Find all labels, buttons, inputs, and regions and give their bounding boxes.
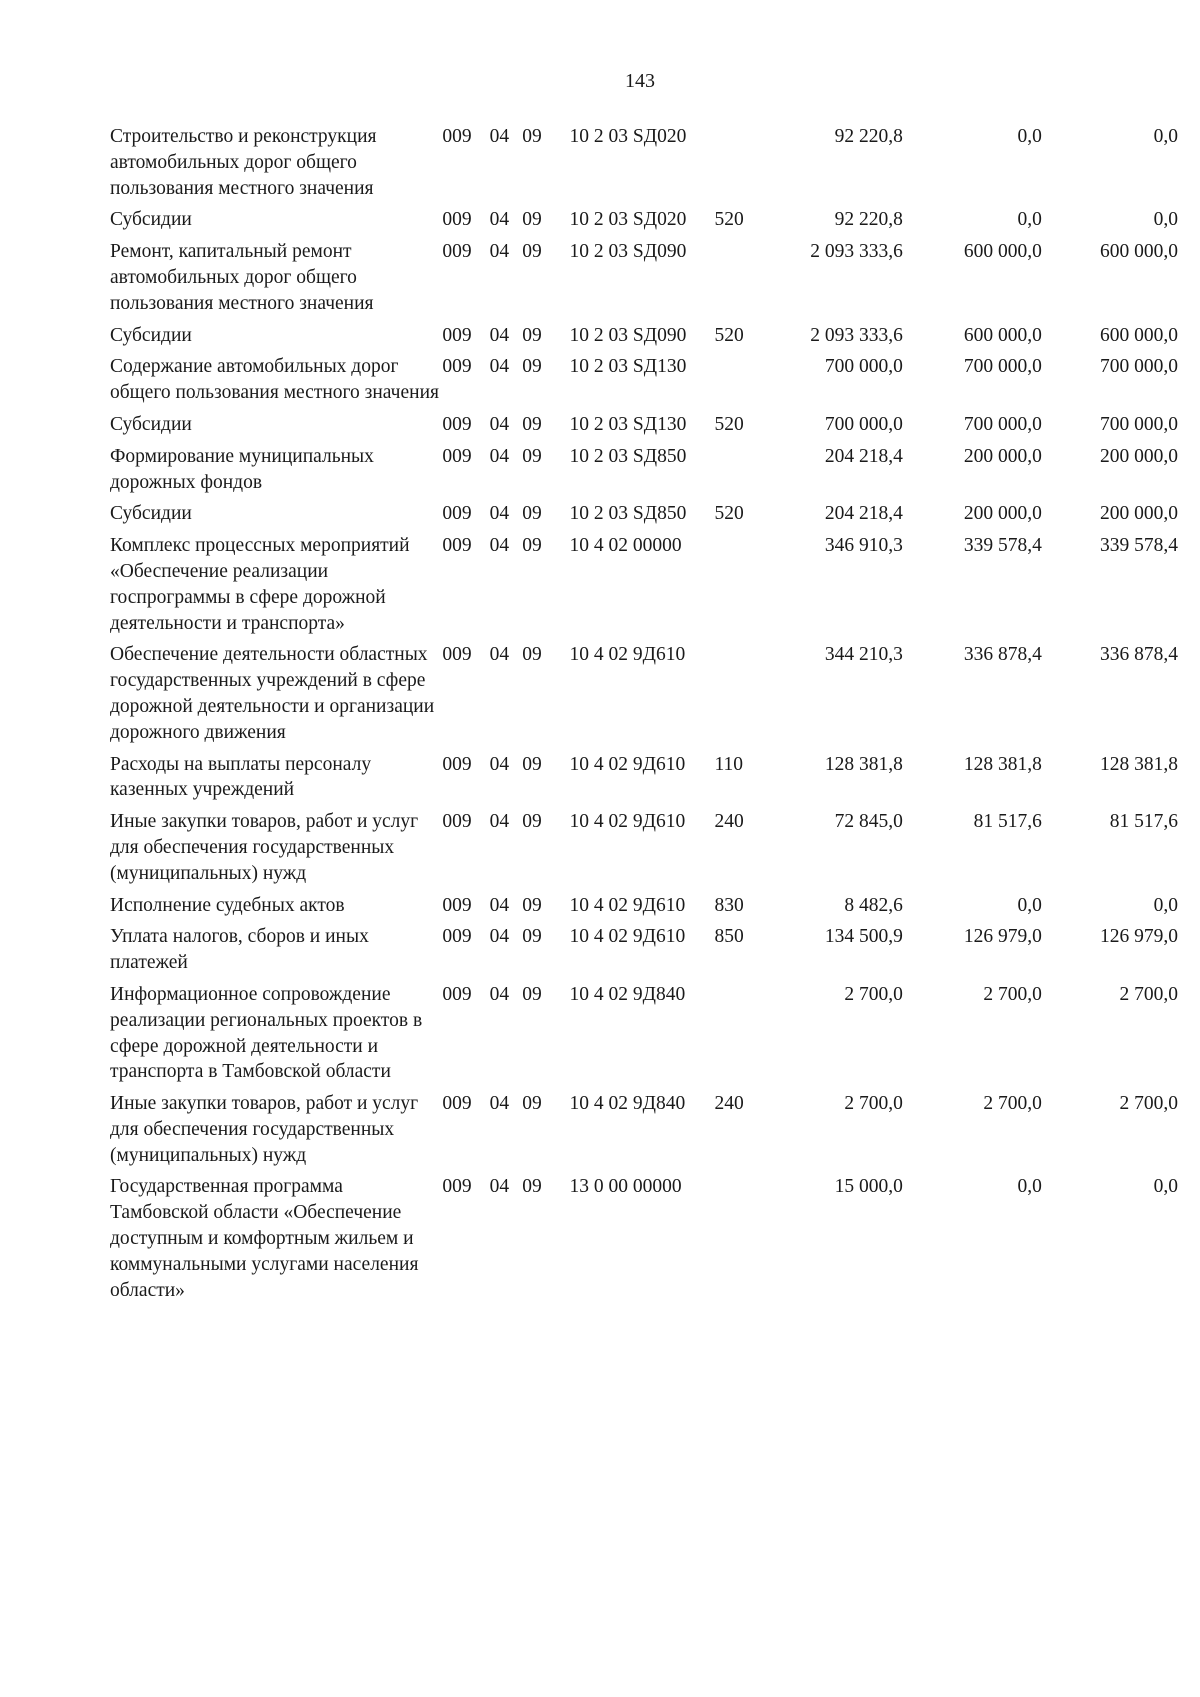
table-row	[110, 893, 1178, 919]
department-code-cell: 009	[442, 445, 472, 467]
department-code-cell: 009	[442, 324, 472, 346]
amount-year3-cell: 200 000,0	[1100, 503, 1178, 525]
section-code-cell: 04	[489, 126, 510, 147]
department-code-cell: 009	[442, 535, 472, 557]
amount-year3-cell: 0,0	[1153, 209, 1178, 231]
amount-year1-cell: 700 000,0	[824, 356, 903, 378]
amount-year2-cell: 2 700,0	[983, 1093, 1042, 1115]
subsection-code-cell: 09	[522, 811, 542, 833]
expense-name-cell: Государственная программа Тамбовской области «Обеспечение доступным и комфортным жильем и коммунальными услугами населения области»	[110, 1176, 419, 1301]
expense-type-cell: 240	[714, 1093, 744, 1115]
amount-year1-cell: 92 220,8	[834, 209, 903, 231]
amount-year3-cell: 2 700,0	[1119, 983, 1178, 1005]
amount-year3-cell: 126 979,0	[1100, 926, 1178, 948]
section-code-cell: 04	[489, 324, 510, 346]
expense-name-cell: Иные закупки товаров, работ и услуг для обеспечения государственных (муниципальных) нужд	[110, 1093, 419, 1166]
target-article-cell: 10 4 02 9Д610	[569, 644, 686, 666]
amount-year2-cell: 0,0	[1017, 209, 1042, 231]
expense-name-cell: Формирование муниципальных дорожных фондов	[110, 445, 374, 493]
department-code-cell: 009	[442, 126, 472, 147]
amount-year1-cell: 346 910,3	[824, 535, 903, 557]
amount-year3-cell: 200 000,0	[1100, 445, 1178, 467]
target-article-cell: 10 2 03 SД020	[569, 209, 687, 231]
table-row	[110, 1091, 1178, 1168]
expense-name-cell: Исполнение судебных актов	[110, 894, 345, 916]
subsection-code-cell: 09	[522, 644, 542, 666]
department-code-cell: 009	[442, 894, 472, 916]
table-row	[110, 323, 1178, 349]
subsection-code-cell: 09	[522, 1093, 542, 1115]
section-code-cell: 04	[489, 894, 510, 916]
target-article-cell: 10 2 03 SД090	[569, 241, 687, 263]
subsection-code-cell: 09	[522, 894, 542, 916]
expense-name-cell: Субсидии	[110, 324, 192, 346]
amount-year2-cell: 2 700,0	[983, 983, 1042, 1005]
amount-year3-cell: 700 000,0	[1100, 356, 1178, 378]
expense-type-cell: 850	[714, 926, 744, 948]
section-code-cell: 04	[489, 445, 510, 467]
expense-name-cell: Информационное сопровождение реализации региональных проектов в сфере дорожной деятельности и транспорта в Тамбовской области	[110, 983, 423, 1083]
amount-year1-cell: 344 210,3	[824, 644, 903, 666]
department-code-cell: 009	[442, 926, 472, 948]
subsection-code-cell: 09	[522, 324, 542, 346]
target-article-cell: 10 2 03 SД130	[569, 413, 687, 435]
subsection-code-cell: 09	[522, 926, 542, 948]
expense-name-cell: Комплекс процессных мероприятий «Обеспечение реализации госпрограммы в сфере дорожной деятельности и транспорта»	[110, 535, 410, 634]
subsection-code-cell: 09	[522, 753, 542, 775]
amount-year2-cell: 339 578,4	[963, 535, 1042, 557]
amount-year1-cell: 72 845,0	[834, 811, 903, 833]
department-code-cell: 009	[442, 983, 472, 1005]
target-article-cell: 10 4 02 9Д840	[569, 983, 686, 1005]
amount-year1-cell: 134 500,9	[824, 926, 903, 948]
amount-year2-cell: 200 000,0	[963, 503, 1042, 525]
subsection-code-cell: 09	[522, 356, 542, 378]
table-row	[110, 533, 1178, 636]
expense-type-cell: 830	[714, 894, 744, 916]
expense-name-cell: Строительство и реконструкция автомобильных дорог общего пользования местного значения	[110, 126, 377, 199]
target-article-cell: 10 4 02 9Д610	[569, 926, 686, 948]
amount-year2-cell: 200 000,0	[963, 445, 1042, 467]
amount-year3-cell: 2 700,0	[1119, 1093, 1178, 1115]
target-article-cell: 10 2 03 SД090	[569, 324, 687, 346]
amount-year1-cell: 2 093 333,6	[810, 324, 903, 346]
target-article-cell: 10 4 02 9Д610	[569, 811, 686, 833]
amount-year2-cell: 700 000,0	[963, 356, 1042, 378]
table-row	[110, 239, 1178, 316]
table-row	[110, 412, 1178, 438]
amount-year1-cell: 2 093 333,6	[810, 241, 903, 263]
table-row	[110, 809, 1178, 886]
expense-type-cell: 520	[714, 209, 744, 231]
amount-year1-cell: 15 000,0	[834, 1176, 903, 1198]
department-code-cell: 009	[442, 1093, 472, 1115]
expense-name-cell: Ремонт, капитальный ремонт автомобильных дорог общего пользования местного значения	[110, 241, 374, 314]
expense-name-cell: Иные закупки товаров, работ и услуг для обеспечения государственных (муниципальных) нужд	[110, 811, 419, 884]
section-code-cell: 04	[489, 1176, 510, 1198]
table-row	[110, 1174, 1178, 1303]
amount-year3-cell: 0,0	[1153, 1176, 1178, 1198]
amount-year3-cell: 336 878,4	[1100, 644, 1178, 666]
expense-name-cell: Субсидии	[110, 209, 192, 231]
target-article-cell: 10 4 02 9Д610	[569, 753, 686, 775]
expense-name-cell: Субсидии	[110, 503, 192, 525]
department-code-cell: 009	[442, 209, 472, 231]
table-row	[110, 924, 1178, 976]
expense-name-cell: Содержание автомобильных дорог общего пользования местного значения	[110, 356, 439, 404]
amount-year1-cell: 92 220,8	[834, 126, 903, 147]
amount-year2-cell: 0,0	[1017, 126, 1042, 147]
subsection-code-cell: 09	[522, 535, 542, 557]
amount-year3-cell: 0,0	[1153, 894, 1178, 916]
table-row	[110, 207, 1178, 233]
amount-year3-cell: 600 000,0	[1100, 241, 1178, 263]
section-code-cell: 04	[489, 1093, 510, 1115]
table-row	[110, 501, 1178, 527]
section-code-cell: 04	[489, 503, 510, 525]
section-code-cell: 04	[489, 209, 510, 231]
target-article-cell: 10 2 03 SД020	[569, 126, 687, 147]
expense-type-cell: 240	[714, 811, 744, 833]
amount-year3-cell: 600 000,0	[1100, 324, 1178, 346]
section-code-cell: 04	[489, 644, 510, 666]
amount-year2-cell: 81 517,6	[973, 811, 1042, 833]
subsection-code-cell: 09	[522, 983, 542, 1005]
amount-year2-cell: 126 979,0	[963, 926, 1042, 948]
amount-year3-cell: 128 381,8	[1100, 753, 1178, 775]
target-article-cell: 10 2 03 SД850	[569, 445, 687, 467]
amount-year1-cell: 2 700,0	[844, 983, 903, 1005]
table-row	[110, 982, 1178, 1085]
amount-year3-cell: 0,0	[1153, 126, 1178, 147]
target-article-cell: 10 2 03 SД130	[569, 356, 687, 378]
section-code-cell: 04	[489, 983, 510, 1005]
department-code-cell: 009	[442, 503, 472, 525]
amount-year1-cell: 204 218,4	[824, 445, 903, 467]
section-code-cell: 04	[489, 753, 510, 775]
department-code-cell: 009	[442, 1176, 472, 1198]
page-number: 143	[625, 70, 655, 92]
amount-year3-cell: 339 578,4	[1100, 535, 1178, 557]
budget-table	[110, 124, 1178, 1309]
subsection-code-cell: 09	[522, 503, 542, 525]
department-code-cell: 009	[442, 753, 472, 775]
amount-year1-cell: 700 000,0	[824, 413, 903, 435]
expense-type-cell: 110	[714, 753, 744, 775]
target-article-cell: 10 4 02 00000	[569, 535, 682, 557]
section-code-cell: 04	[489, 356, 510, 378]
table-row	[110, 642, 1178, 745]
subsection-code-cell: 09	[522, 445, 542, 467]
table-row	[110, 444, 1178, 496]
amount-year1-cell: 128 381,8	[824, 753, 903, 775]
section-code-cell: 04	[489, 535, 510, 557]
table-row	[110, 124, 1178, 201]
amount-year2-cell: 0,0	[1017, 894, 1042, 916]
expense-name-cell: Расходы на выплаты персоналу казенных учреждений	[110, 753, 372, 801]
amount-year2-cell: 600 000,0	[963, 324, 1042, 346]
expense-type-cell: 520	[714, 503, 744, 525]
subsection-code-cell: 09	[522, 413, 542, 435]
expense-type-cell: 520	[714, 413, 744, 435]
subsection-code-cell: 09	[522, 126, 542, 147]
department-code-cell: 009	[442, 413, 472, 435]
target-article-cell: 13 0 00 00000	[569, 1176, 682, 1198]
target-article-cell: 10 2 03 SД850	[569, 503, 687, 525]
amount-year2-cell: 700 000,0	[963, 413, 1042, 435]
department-code-cell: 009	[442, 644, 472, 666]
expense-name-cell: Обеспечение деятельности областных государственных учреждений в сфере дорожной деятельности и организации дорожного движения	[110, 644, 435, 743]
table-row	[110, 752, 1178, 804]
section-code-cell: 04	[489, 926, 510, 948]
department-code-cell: 009	[442, 356, 472, 378]
target-article-cell: 10 4 02 9Д840	[569, 1093, 686, 1115]
amount-year3-cell: 700 000,0	[1100, 413, 1178, 435]
expense-name-cell: Субсидии	[110, 413, 192, 435]
amount-year1-cell: 8 482,6	[844, 894, 903, 916]
amount-year2-cell: 600 000,0	[963, 241, 1042, 263]
amount-year1-cell: 204 218,4	[824, 503, 903, 525]
amount-year1-cell: 2 700,0	[844, 1093, 903, 1115]
subsection-code-cell: 09	[522, 209, 542, 231]
subsection-code-cell: 09	[522, 1176, 542, 1198]
expense-name-cell: Уплата налогов, сборов и иных платежей	[110, 926, 369, 974]
amount-year2-cell: 336 878,4	[963, 644, 1042, 666]
amount-year2-cell: 0,0	[1017, 1176, 1042, 1198]
target-article-cell: 10 4 02 9Д610	[569, 894, 686, 916]
department-code-cell: 009	[442, 811, 472, 833]
section-code-cell: 04	[489, 413, 510, 435]
subsection-code-cell: 09	[522, 241, 542, 263]
expense-type-cell: 520	[714, 324, 744, 346]
section-code-cell: 04	[489, 811, 510, 833]
department-code-cell: 009	[442, 241, 472, 263]
amount-year2-cell: 128 381,8	[963, 753, 1042, 775]
amount-year3-cell: 81 517,6	[1109, 811, 1178, 833]
section-code-cell: 04	[489, 241, 510, 263]
table-row	[110, 354, 1178, 406]
